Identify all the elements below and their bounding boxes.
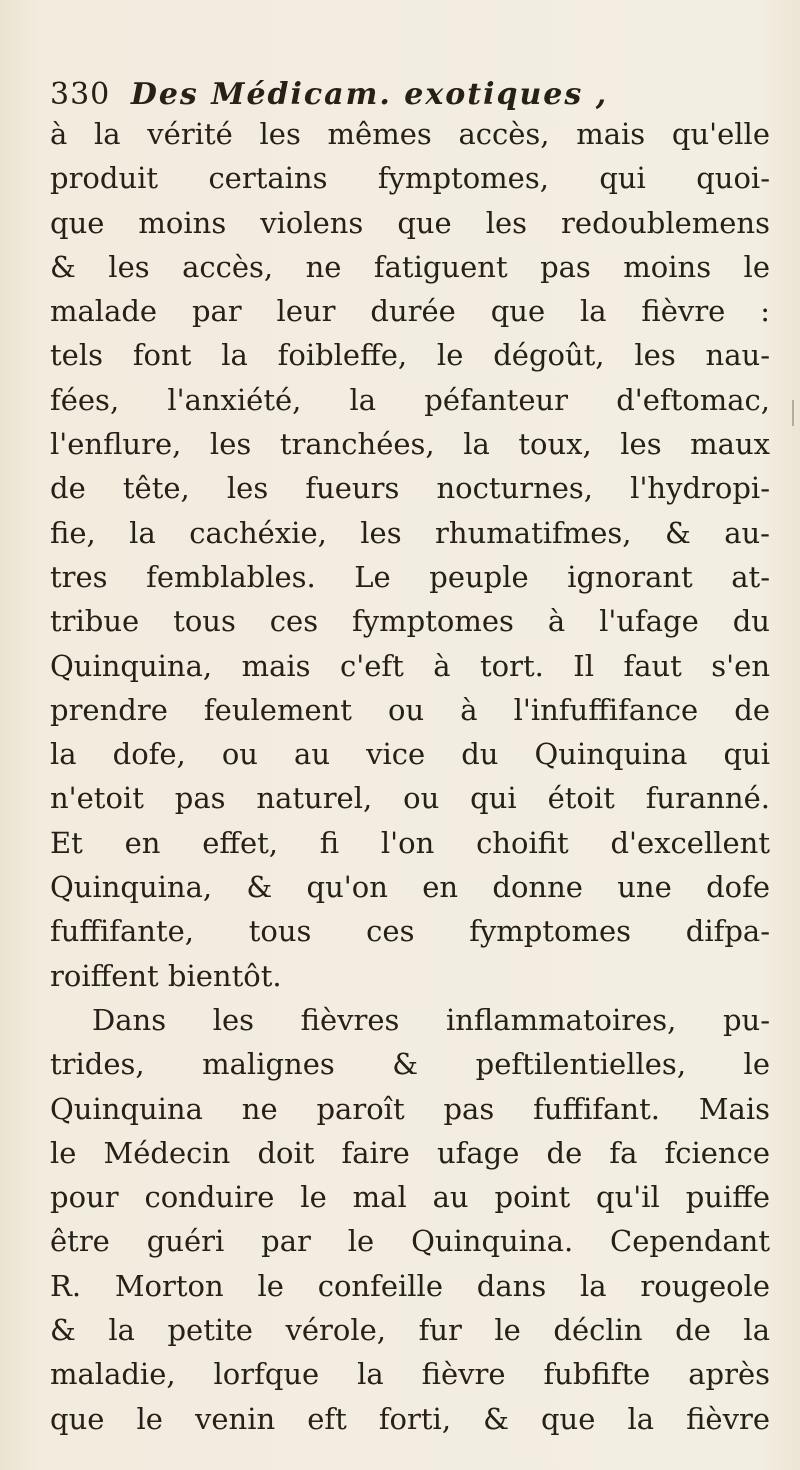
text-line: & la petite vérole, fur le déclin de la [50,1313,770,1348]
body-text [50,112,770,1441]
paragraph-start-line: Dans les fièvres inflammatoires, pu- [92,1002,770,1037]
text-line: que moins violens que les redoublemens [50,205,770,240]
text-line: Quinquina, mais c'eft à tort. Il faut s'en [50,648,770,683]
text-line: le Médecin doit faire ufage de fa fcience [50,1135,770,1170]
paper-mark [792,400,794,426]
text-line: Quinquina ne paroît pas fuffifant. Mais [50,1091,770,1126]
text-line: & les accès, ne fatiguent pas moins le [50,249,770,284]
text-line: fuffifante, tous ces fymptomes difpa- [50,914,770,949]
text-line: maladie, lorfque la fièvre fubfifte après [50,1357,770,1392]
running-title: Des Médicam. exotiques , [130,77,609,112]
text-line: fées, l'anxiété, la péfanteur d'eftomac, [50,382,770,417]
text-line: Quinquina, & qu'on en donne une dofe [50,870,770,905]
text-line: roiffent bientôt. [50,958,282,993]
text-line: n'etoit pas naturel, ou qui étoit furanné. [50,781,770,816]
text-line: être guéri par le Quinquina. Cependant [50,1224,770,1259]
text-line: l'enflure, les tranchées, la toux, les maux [50,427,770,462]
text-line: Et en effet, fi l'on choifit d'excellent [50,825,770,860]
text-line: fie, la cachéxie, les rhumatifmes, & au- [50,515,770,550]
text-line: à la vérité les mêmes accès, mais qu'elle [50,117,770,151]
text-line: malade par leur durée que la fièvre : [50,294,770,329]
text-line: la dofe, ou au vice du Quinquina qui [50,737,770,772]
text-line: prendre feulement ou à l'infuffifance de [50,692,770,727]
text-line: de tête, les fueurs nocturnes, l'hydropi- [50,471,770,506]
text-line: tels font la foibleffe, le dégoût, les nau- [50,338,770,373]
text-line: tres femblables. Le peuple ignorant at- [50,559,770,594]
text-line: R. Morton le confeille dans la rougeole [50,1268,770,1303]
text-line: tribue tous ces fymptomes à l'ufage du [50,604,770,639]
text-line: produit certains fymptomes, qui quoi- [50,161,770,196]
page-number: 330 [50,77,111,112]
text-line: pour conduire le mal au point qu'il puiffe [50,1180,770,1215]
text-line: trides, malignes & peftilentielles, le [50,1047,770,1082]
text-line: que le venin eft forti, & que la fièvre [50,1401,770,1436]
